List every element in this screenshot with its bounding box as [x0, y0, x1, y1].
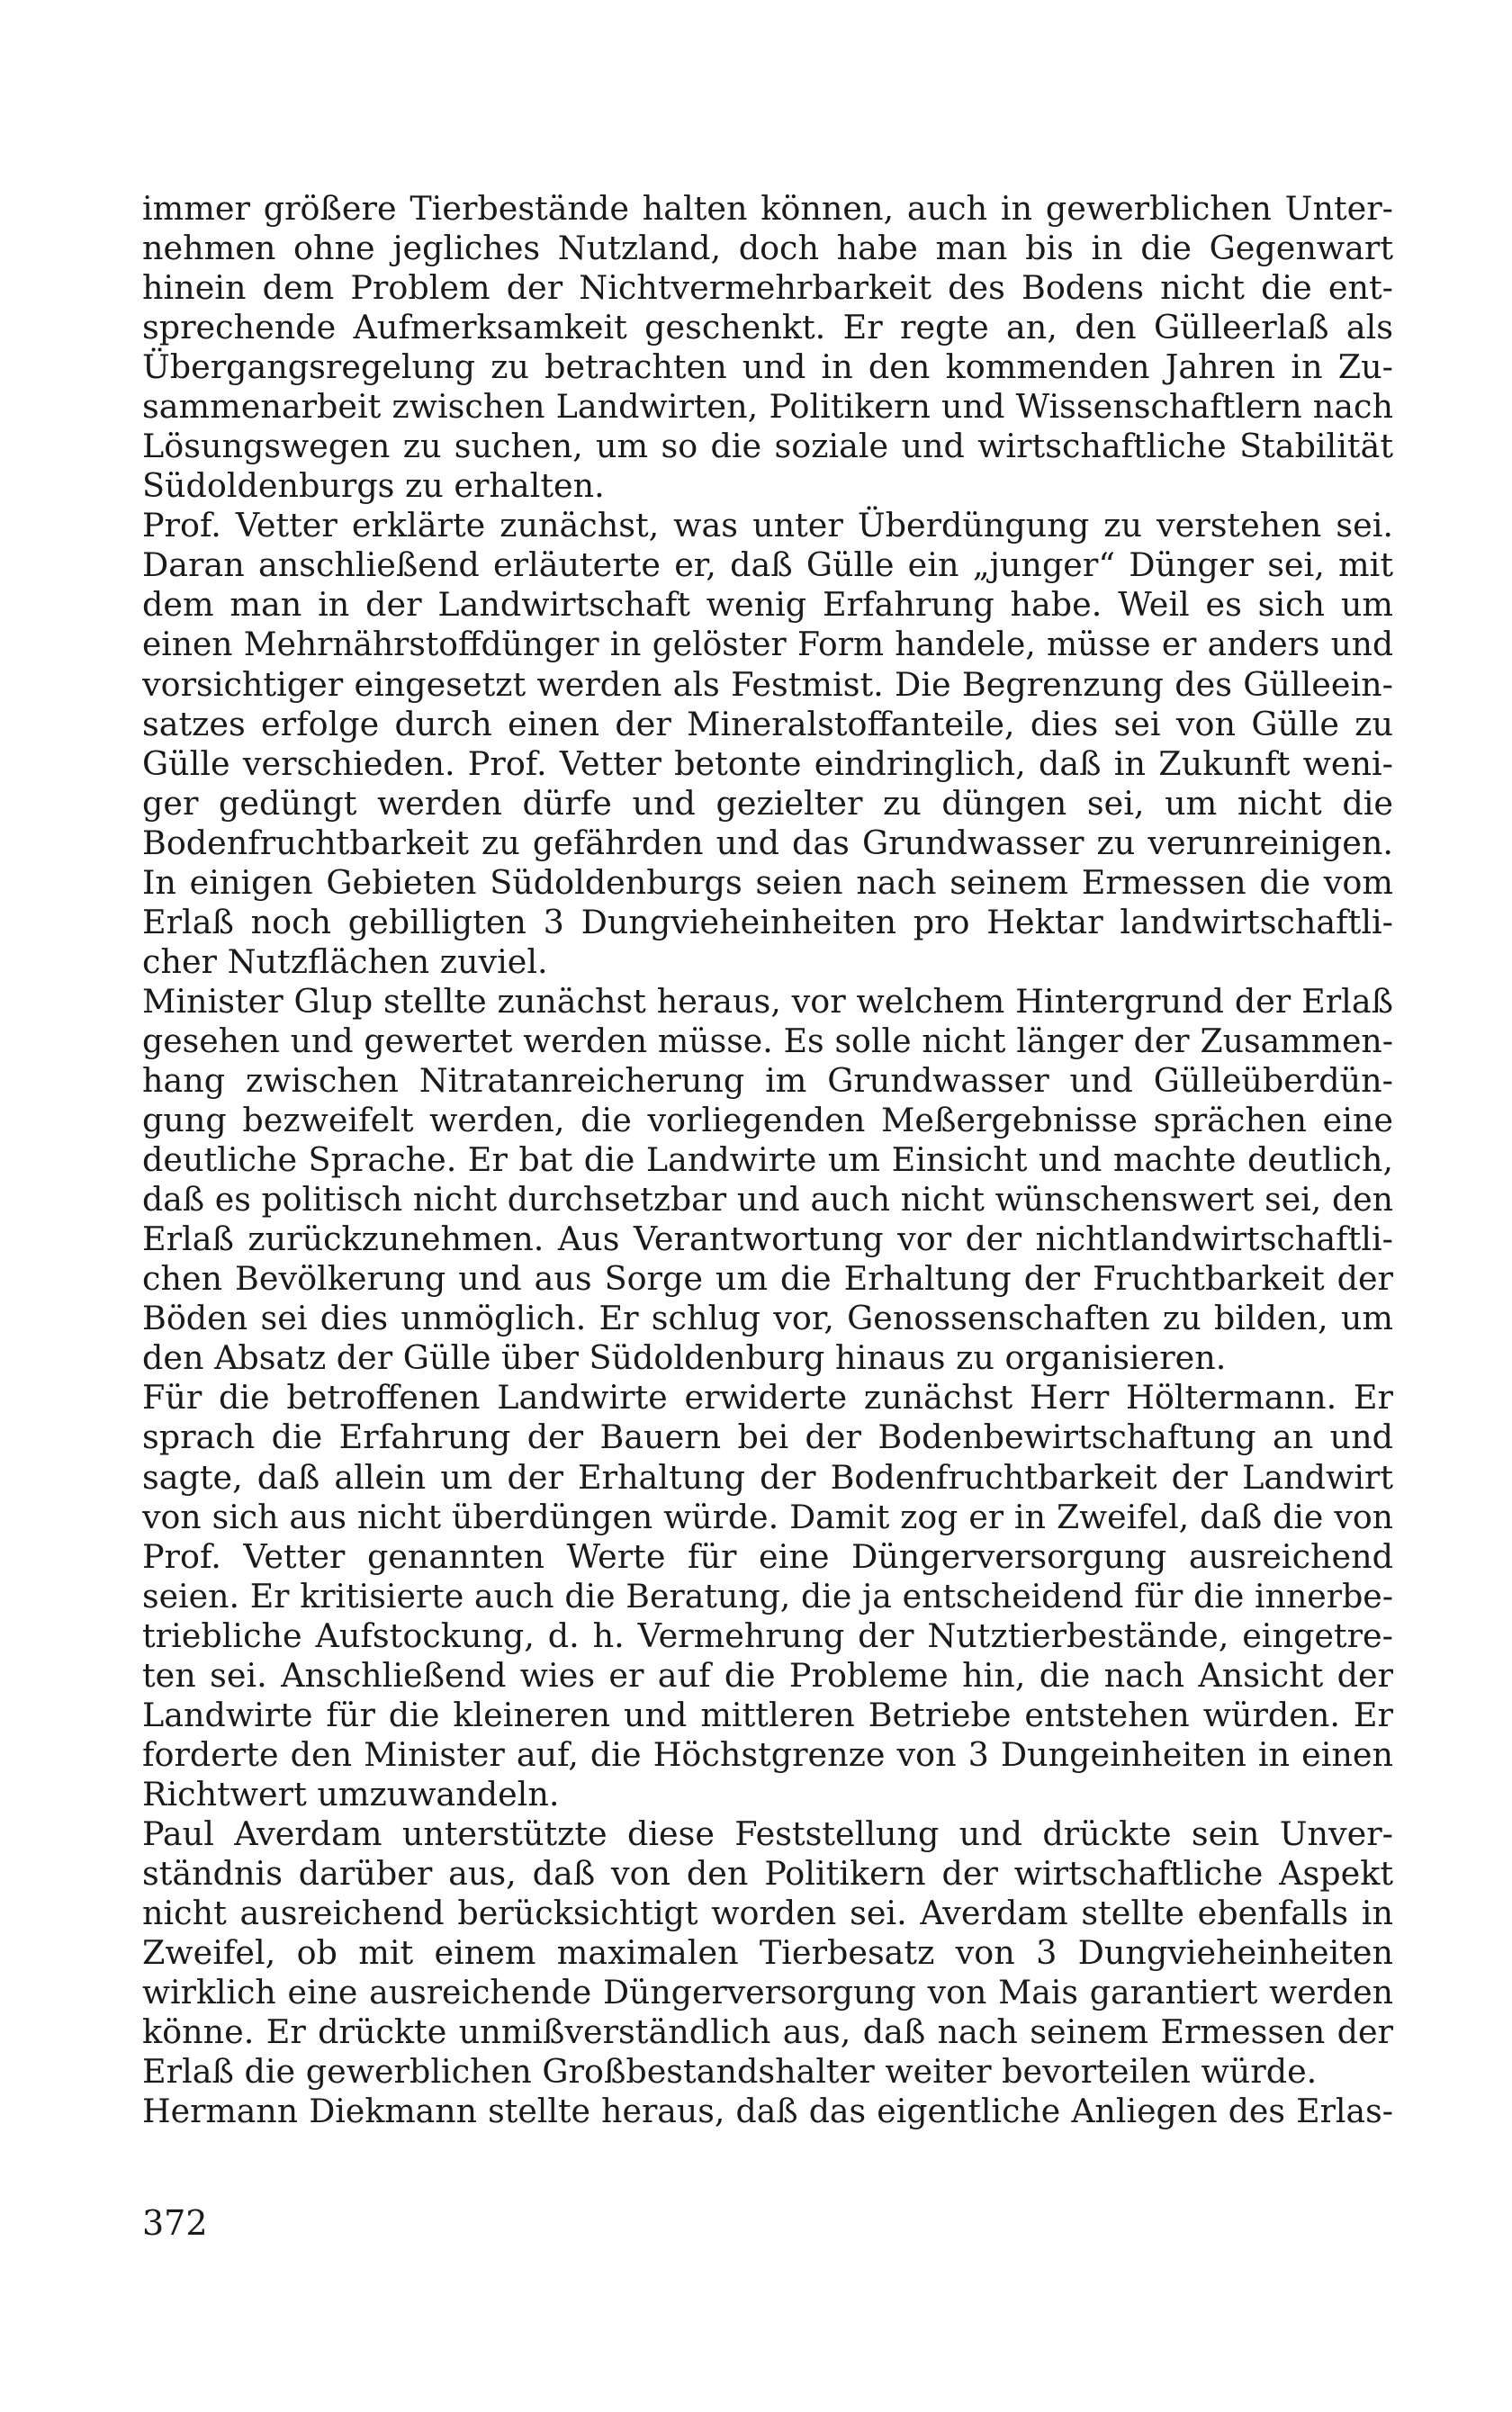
text-line: seien. Er kritisierte auch die Beratung, die ja entscheidend für die innerbe- — [142, 1576, 1393, 1616]
text-line: cher Nutzflächen zuviel. — [142, 941, 548, 981]
text-line: Landwirte für die kleineren und mittleren Betriebe entstehen würden. Er — [142, 1695, 1393, 1734]
text-line: Zweifel, ob mit einem maximalen Tierbesatz von 3 Dungvieheinheiten — [142, 1933, 1393, 1973]
text-line: sagte, daß allein um der Erhaltung der Bodenfruchtbarkeit der Landwirt — [142, 1457, 1393, 1497]
text-line: triebliche Aufstockung, d. h. Vermehrung der Nutztierbestände, eingetre- — [142, 1616, 1393, 1655]
text-line: deutliche Sprache. Er bat die Landwirte um Einsicht und machte deutlich, — [142, 1140, 1393, 1180]
text-line: gung bezweifelt werden, die vorliegenden Meßergebnisse sprächen eine — [142, 1101, 1393, 1140]
text-line: forderte den Minister auf, die Höchstgrenze von 3 Dungeinheiten in einen — [142, 1734, 1393, 1774]
text-line: ständnis darüber aus, daß von den Politikern der wirtschaftliche Aspekt — [142, 1853, 1393, 1893]
text-line: Erlaß die gewerblichen Großbestandshalter weiter bevorteilen würde. — [142, 2052, 1318, 2092]
text-line: hinein dem Problem der Nichtvermehrbarkeit des Bodens nicht die ent- — [142, 268, 1393, 308]
body-text — [142, 189, 1393, 2131]
text-line: dem man in der Landwirtschaft wenig Erfahrung habe. Weil es sich um — [142, 585, 1393, 625]
text-line: Prof. Vetter erklärte zunächst, was unter Überdüngung zu verstehen sei. — [142, 506, 1393, 545]
text-line: sprechende Aufmerksamkeit geschenkt. Er regte an, den Gülleerlaß als — [142, 308, 1393, 347]
text-line: ten sei. Anschließend wies er auf die Probleme hin, die nach Ansicht der — [142, 1655, 1393, 1695]
text-line: Für die betroffenen Landwirte erwiderte zunächst Herr Höltermann. Er — [142, 1378, 1393, 1418]
text-line: einen Mehrnährstoffdünger in gelöster Form handele, müsse er anders und — [142, 626, 1393, 663]
page-number: 372 — [142, 2203, 208, 2243]
text-line: Lösungswegen zu suchen, um so die soziale und wirtschaftliche Stabilität — [142, 427, 1393, 466]
text-line: könne. Er drückte unmißverständlich aus, daß nach seinem Ermessen der — [142, 2012, 1393, 2052]
text-line: Richtwert umzuwandeln. — [142, 1774, 560, 1814]
text-line: In einigen Gebieten Südoldenburgs seien nach seinem Ermessen die vom — [142, 862, 1393, 902]
text-line: Gülle verschieden. Prof. Vetter betonte eindringlich, daß in Zukunft weni- — [142, 743, 1393, 783]
text-line: satzes erfolge durch einen der Mineralstoffanteile, dies sei von Gülle zu — [142, 704, 1393, 743]
text-line: gesehen und gewertet werden müsse. Es solle nicht länger der Zusammen- — [142, 1021, 1393, 1060]
text-line: von sich aus nicht überdüngen würde. Damit zog er in Zweifel, daß die von — [142, 1497, 1393, 1536]
text-line: Minister Glup stellte zunächst heraus, vor welchem Hintergrund der Erlaß — [142, 981, 1393, 1021]
text-line: sprach die Erfahrung der Bauern bei der Bodenbewirtschaftung an und — [142, 1418, 1393, 1457]
text-line: Prof. Vetter genannten Werte für eine Düngerversorgung ausreichend — [142, 1536, 1393, 1576]
text-line: Südoldenburgs zu erhalten. — [142, 466, 605, 506]
text-line: chen Bevölkerung und aus Sorge um die Erhaltung der Fruchtbarkeit der — [142, 1259, 1393, 1299]
text-line: immer größere Tierbestände halten können, auch in gewerblichen Unter- — [142, 189, 1393, 228]
text-line: Erlaß zurückzunehmen. Aus Verantwortung vor der nichtlandwirtschaftli- — [142, 1220, 1393, 1259]
text-line: nicht ausreichend berücksichtigt worden sei. Averdam stellte ebenfalls in — [142, 1894, 1393, 1933]
text-line: Daran anschließend erläuterte er, daß Gülle ein „junger“ Dünger sei, mit — [142, 545, 1393, 585]
text-line: hang zwischen Nitratanreicherung im Grundwasser und Gülleüberdün- — [142, 1061, 1393, 1101]
text-line: nehmen ohne jegliches Nutzland, doch habe man bis in die Gegenwart — [142, 229, 1393, 268]
text-line: ger gedüngt werden dürfe und gezielter zu düngen sei, um nicht die — [142, 783, 1393, 823]
text-line: Hermann Diekmann stellte heraus, daß das eigentliche Anliegen des Erlas- — [142, 2092, 1393, 2131]
text-line: Böden sei dies unmöglich. Er schlug vor, Genossenschaften zu bilden, um — [142, 1299, 1393, 1338]
text-line: Paul Averdam unterstützte diese Feststellung und drückte sein Unver- — [142, 1814, 1393, 1853]
text-line: Übergangsregelung zu betrachten und in den kommenden Jahren in Zu- — [142, 347, 1393, 387]
text-line: vorsichtiger eingesetzt werden als Festmist. Die Begrenzung des Gülleein- — [142, 664, 1393, 704]
text-line: Erlaß noch gebilligten 3 Dungvieheinheiten pro Hektar landwirtschaftli- — [142, 902, 1393, 941]
text-line: daß es politisch nicht durchsetzbar und auch nicht wünschenswert sei, den — [142, 1180, 1393, 1220]
text-line: sammenarbeit zwischen Landwirten, Politikern und Wissenschaftlern nach — [142, 387, 1393, 427]
text-line: wirklich eine ausreichende Düngerversorgung von Mais garantiert werden — [142, 1973, 1393, 2012]
text-line: Bodenfruchtbarkeit zu gefährden und das Grundwasser zu verunreinigen. — [142, 823, 1393, 862]
text-line: den Absatz der Gülle über Südoldenburg hinaus zu organisieren. — [142, 1338, 1227, 1378]
